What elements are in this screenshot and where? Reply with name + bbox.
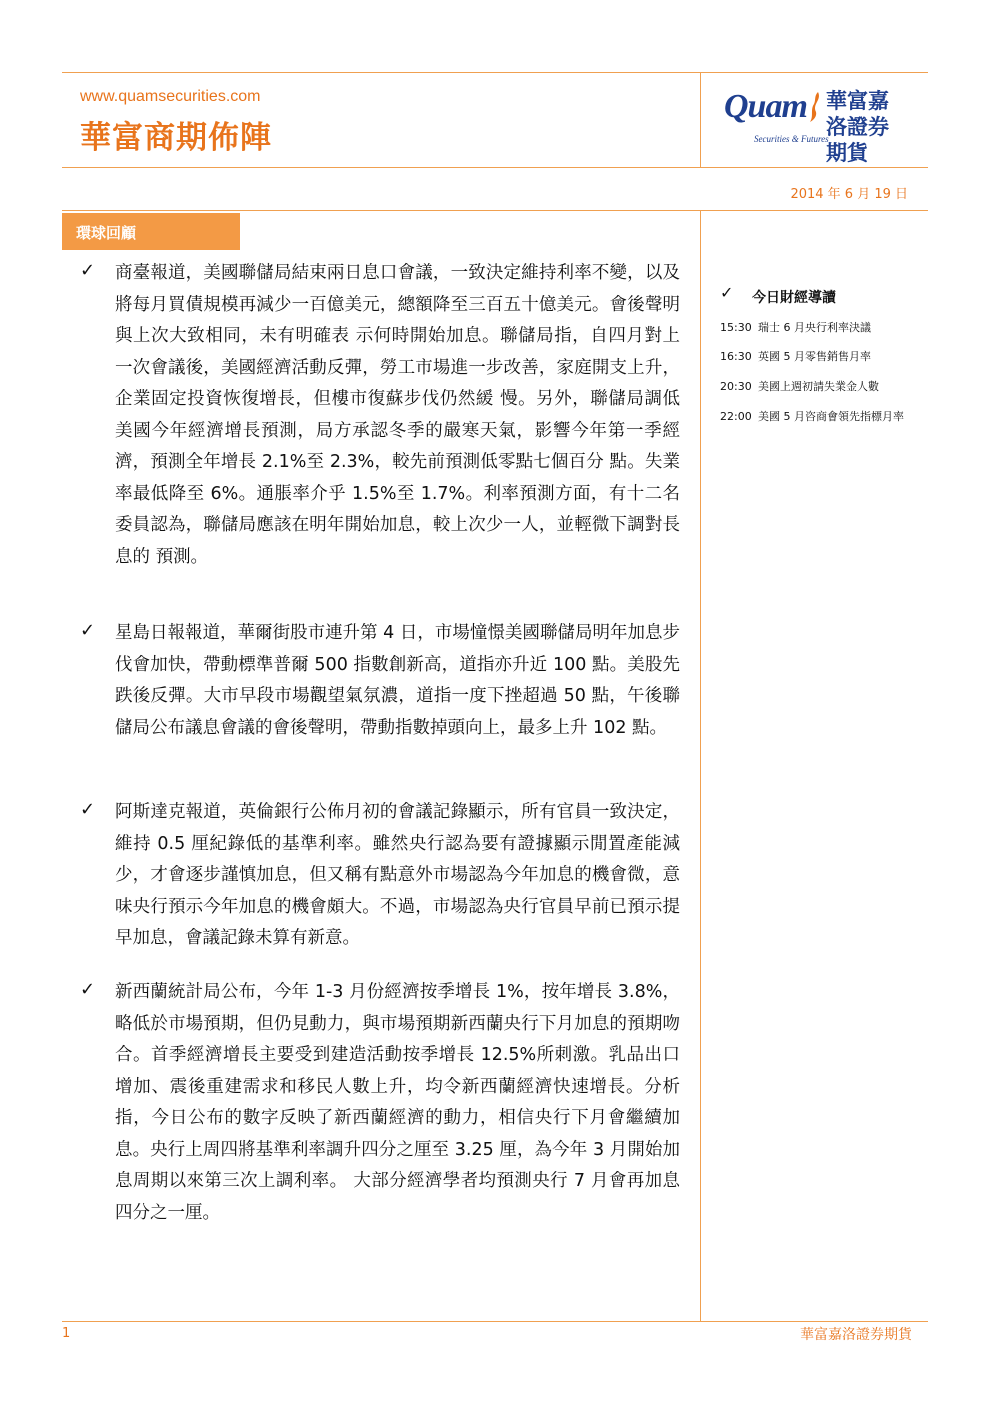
event-time: 16:30 xyxy=(720,350,752,363)
checkmark-icon: ✓ xyxy=(80,979,96,1000)
logo-wordmark: Quam xyxy=(724,88,807,125)
header-divider xyxy=(700,72,701,167)
event-row xyxy=(720,319,871,335)
article-text: 新西蘭統計局公布，今年 1-3 月份經濟按季增長 1%，按年增長 3.8%，略低於市場預期，但仍見動力，與市場預期新西蘭央行下月加息的預期吻合。首季經濟增長主要受到建造活動按季增長 12.5%所刺激。乳品出口增加、震後重建需求和移民人數上升，均令新西蘭經濟快速增長。分析指，今日公布的數字反映了新西蘭經濟的動力，相信央行下月會繼續加息。央行上周四將基準利率調升四分之厘至 3.25 厘，為今年 3 月開始加息周期以來第三次上調利率。 大部分經濟學者均預測央行 7 月會再加息四分之一厘。 xyxy=(115,982,680,1223)
event-time: 22:00 xyxy=(720,410,752,423)
footer-rule xyxy=(62,1321,928,1322)
event-desc: 英國 5 月零售銷售月率 xyxy=(758,350,871,363)
logo-subtitle: Securities & Futures xyxy=(754,134,829,144)
article-text: 商臺報道，美國聯儲局結束兩日息口會議，一致決定維持利率不變，以及將每月買債規模再減少一百億美元，總額降至三百五十億美元。會後聲明與上次大致相同，未有明確表 示何時開始加息。聯儲局指，自四月對上一次會議後，美國經濟活動反彈，勞工市場進一步改善，家庭開支上升，企業固定投資恢復增長，但樓市復蘇步伐仍然緩 慢。另外，聯儲局調低美國今年經濟增長預測，局方承認冬季的嚴寒天氣，影響今年第一季經濟，預測全年增長 2.1%至 2.3%，較先前預測低零點七個百分 點。失業率最低降至 6%。通脹率介乎 1.5%至 1.7%。利率預測方面，有十二名委員認為，聯儲局應該在明年開始加息，較上次少一人，並輕微下調對長息的 預測。 xyxy=(115,263,680,567)
logo-chinese-name: 華富嘉洛證券期貨 xyxy=(826,89,889,165)
checkmark-icon: ✓ xyxy=(80,260,96,281)
page-title: 華富商期佈陣 xyxy=(80,120,272,156)
article-text: 星島日報報道，華爾街股市連升第 4 日，市場憧憬美國聯儲局明年加息步伐會加快，帶動標準普爾 500 指數創新高，道指亦升近 100 點。美股先跌後反彈。大市早段市場觀望氣氛濃，道指一度下挫超過 50 點，午後聯儲局公布議息會議的會後聲明，帶動指數掉頭向上，最多上升 102 點。 xyxy=(115,623,680,738)
event-row xyxy=(720,348,871,364)
article-text: 阿斯達克報道，英倫銀行公佈月初的會議記錄顯示，所有官員一致決定，維持 0.5 厘紀錄低的基準利率。雖然央行認為要有證據顯示閒置產能減少，才會逐步謹慎加息，但又稱有點意外市場認為今年加息的機會微，意味央行預示今年加息的機會頗大。不過，市場認為央行官員早前已預示提早加息，會議記錄未算有新意。 xyxy=(115,802,680,948)
event-time: 20:30 xyxy=(720,380,752,393)
sidebar-heading: 今日財經導讀 xyxy=(752,290,836,306)
event-time: 15:30 xyxy=(720,321,752,334)
site-url[interactable]: www.quamsecurities.com xyxy=(80,88,261,105)
footer-company: 華富嘉洛證券期貨 xyxy=(800,1327,912,1343)
event-desc: 美國 5 月咨商會領先指標月率 xyxy=(758,410,904,423)
date-rule xyxy=(62,210,928,211)
page-number: 1 xyxy=(62,1326,71,1341)
header-bottom-rule xyxy=(62,167,928,168)
event-row xyxy=(720,408,904,424)
checkmark-icon: ✓ xyxy=(80,620,96,641)
company-logo xyxy=(724,84,904,165)
report-date: 2014 年 6 月 19 日 xyxy=(790,187,908,202)
top-rule xyxy=(62,72,928,73)
event-row xyxy=(720,378,879,394)
event-desc: 瑞士 6 月央行利率決議 xyxy=(758,321,871,334)
section-label: 環球回顧 xyxy=(76,224,137,242)
logo-flame-icon xyxy=(808,92,824,122)
checkmark-icon: ✓ xyxy=(80,799,96,820)
sidebar-checkmark-icon: ✓ xyxy=(720,283,734,302)
event-desc: 美國上週初請失業金人數 xyxy=(758,380,879,393)
column-divider xyxy=(700,210,701,1322)
